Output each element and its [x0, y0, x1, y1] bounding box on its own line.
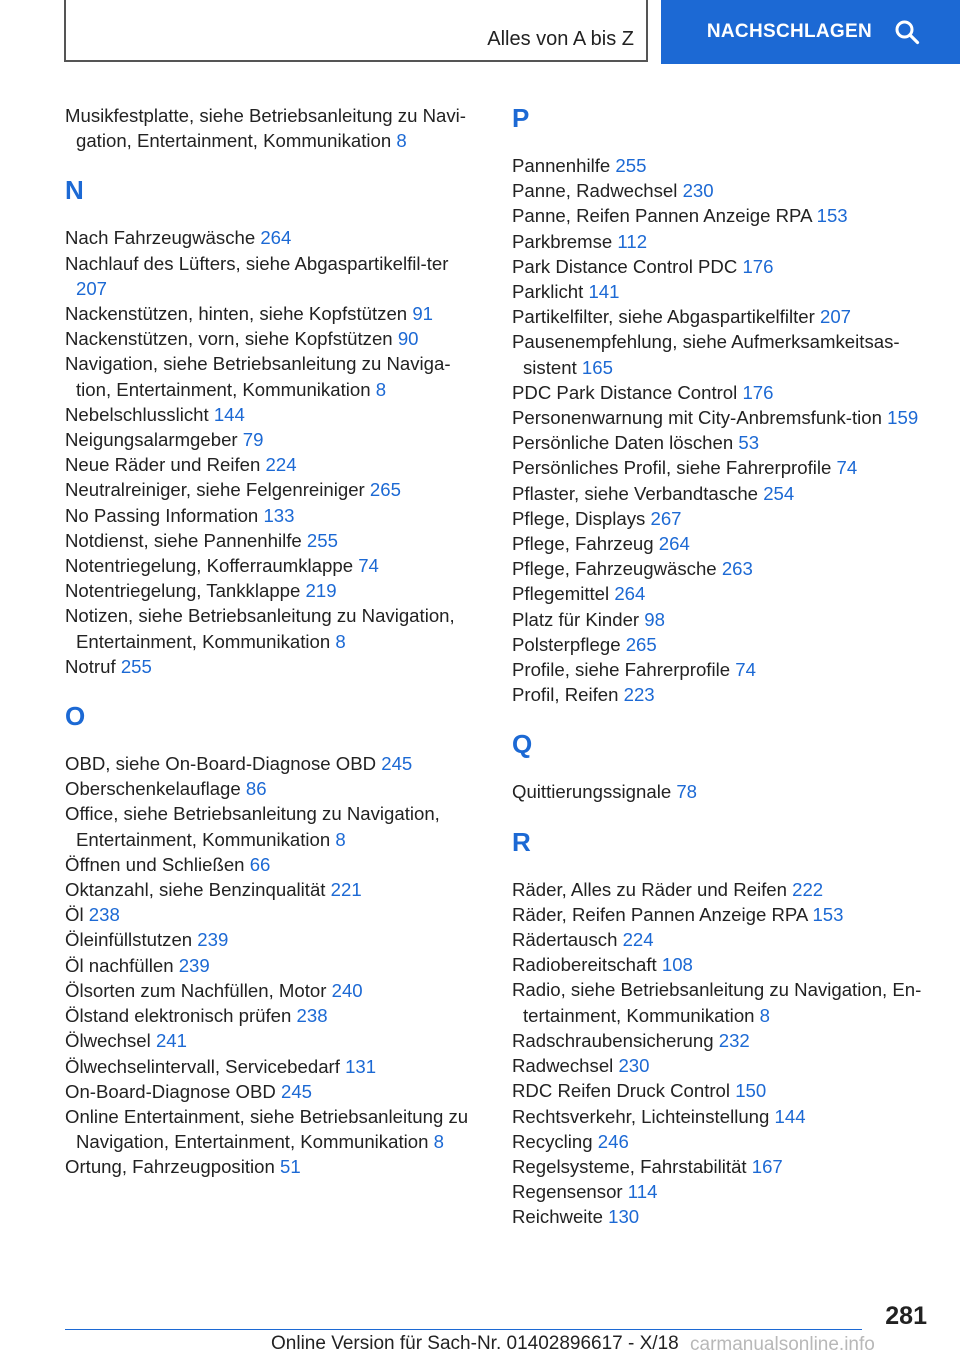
- index-entry: [65, 553, 480, 578]
- page-link[interactable]: 239: [178, 954, 210, 976]
- entry-text: Notizen, siehe Betriebsanleitung zu Navigation, Entertainment, Kommunikation: [65, 605, 455, 652]
- entry-text: Radschraubensicherung: [512, 1029, 719, 1051]
- page-link[interactable]: 265: [369, 479, 401, 501]
- entry-text: Öffnen und Schließen: [65, 853, 250, 875]
- index-entry: [512, 657, 932, 682]
- page-link[interactable]: 221: [330, 879, 362, 901]
- index-entry: [65, 503, 480, 528]
- page-link[interactable]: 159: [887, 407, 919, 429]
- page-link[interactable]: 232: [718, 1029, 750, 1051]
- entry-text: Navigation, siehe Betriebsanleitung zu Naviga-tion, Entertainment, Kommunikation: [65, 353, 451, 400]
- index-entry: [65, 225, 480, 250]
- entry-text: Ortung, Fahrzeugposition: [65, 1156, 280, 1178]
- search-icon[interactable]: [894, 19, 920, 45]
- index-entry: [512, 1053, 932, 1078]
- page-link[interactable]: 223: [623, 684, 655, 706]
- entry-text: Nebelschlusslicht: [65, 403, 214, 425]
- entry-text: Räder, Reifen Pannen Anzeige RPA: [512, 903, 813, 925]
- entry-text: Parkbremse: [512, 230, 618, 252]
- entry-text: RDC Reifen Druck Control: [512, 1080, 736, 1102]
- index-entry: [65, 953, 480, 978]
- page-link[interactable]: 263: [721, 558, 753, 580]
- entry-text: Pflege, Fahrzeug: [512, 533, 659, 555]
- page-link[interactable]: 254: [763, 482, 795, 504]
- page-link[interactable]: 255: [120, 655, 152, 677]
- entry-text: Panne, Reifen Pannen Anzeige RPA: [512, 205, 817, 227]
- index-entry: [65, 902, 480, 927]
- index-column-right: [512, 103, 932, 1230]
- section-letter: P: [512, 103, 530, 133]
- index-entry: [65, 351, 480, 401]
- page-link[interactable]: 153: [812, 903, 844, 925]
- entry-text: Quittierungssignale: [512, 781, 677, 803]
- page-link[interactable]: 114: [627, 1181, 658, 1203]
- page-link[interactable]: 144: [213, 403, 245, 425]
- watermark: carmanualsonline.info: [690, 1334, 875, 1355]
- entry-text: Öleinfüllstutzen: [65, 929, 198, 951]
- page-link[interactable]: 8: [335, 828, 346, 850]
- index-entry: [65, 326, 480, 351]
- page-link[interactable]: 141: [588, 281, 620, 303]
- page-link[interactable]: 267: [650, 507, 682, 529]
- entry-text: Pflege, Fahrzeugwäsche: [512, 558, 722, 580]
- entry-text: Oktanzahl, siehe Benzinqualität: [65, 879, 331, 901]
- index-entry: [65, 251, 480, 301]
- page-link[interactable]: 224: [265, 454, 297, 476]
- index-entry: [512, 877, 932, 902]
- entry-text: Rädertausch: [512, 929, 623, 951]
- entry-text: Neigungsalarmgeber: [65, 429, 243, 451]
- page-link[interactable]: 207: [76, 277, 108, 299]
- entry-text: Notentriegelung, Kofferraumklappe: [65, 555, 359, 577]
- entry-text: Neue Räder und Reifen: [65, 454, 266, 476]
- index-entry: [512, 153, 932, 178]
- entry-text: Parklicht: [512, 281, 589, 303]
- page-link[interactable]: 230: [618, 1055, 650, 1077]
- page-link[interactable]: 74: [836, 457, 858, 479]
- section-letter: R: [512, 826, 531, 857]
- entry-text: Nackenstützen, hinten, siehe Kopfstützen: [65, 303, 413, 325]
- page-link[interactable]: 176: [742, 381, 774, 403]
- entry-text: Partikelfilter, siehe Abgaspartikelfilter: [512, 306, 820, 328]
- online-version-note: Online Version für Sach-Nr. 01402896617 - X/18: [271, 1333, 679, 1354]
- index-entry: [65, 1154, 480, 1179]
- page-link[interactable]: 8: [335, 630, 346, 652]
- entry-text: Pflaster, siehe Verbandtasche: [512, 482, 764, 504]
- page-link[interactable]: 245: [381, 753, 413, 775]
- section-letter: Q: [512, 729, 533, 760]
- index-entry: [65, 1104, 480, 1154]
- index-entry: [65, 776, 480, 801]
- page-link[interactable]: 246: [597, 1130, 629, 1152]
- index-entry: [512, 682, 932, 707]
- page-link[interactable]: 8: [375, 378, 387, 400]
- index-entry: [512, 779, 932, 804]
- page-link[interactable]: 131: [345, 1055, 377, 1077]
- page-link[interactable]: 238: [296, 1005, 328, 1027]
- page-number: 281: [885, 1302, 927, 1330]
- index-entry: [512, 607, 932, 632]
- entry-text: Ölwechselintervall, Servicebedarf: [65, 1055, 346, 1077]
- page-link[interactable]: 74: [358, 555, 379, 577]
- page-link[interactable]: 90: [397, 328, 419, 350]
- entry-text: Ölstand elektronisch prüfen: [65, 1005, 297, 1027]
- entry-text: Panne, Radwechsel: [512, 180, 683, 202]
- index-entry: [65, 1028, 480, 1053]
- page-link[interactable]: 51: [279, 1156, 301, 1178]
- index-entry: [65, 301, 480, 326]
- index-entry: [65, 103, 480, 153]
- entry-text: Pannenhilfe: [512, 155, 616, 176]
- index-entry: [512, 581, 932, 606]
- page-link[interactable]: 133: [263, 504, 295, 526]
- index-entry: [512, 329, 932, 379]
- page-link[interactable]: 165: [581, 356, 613, 378]
- index-column-left: [65, 103, 480, 1180]
- page-link[interactable]: 78: [676, 781, 698, 803]
- entry-text: Rechtsverkehr, Lichteinstellung: [512, 1105, 775, 1127]
- entry-text: Profile, siehe Fahrerprofile: [512, 659, 736, 681]
- index-entry: [65, 654, 480, 679]
- entry-text: Polsterpflege: [512, 633, 626, 655]
- index-entry: [65, 978, 480, 1003]
- index-entry: [65, 1079, 480, 1104]
- index-entry: [512, 1104, 932, 1129]
- entry-text: Notentriegelung, Tankklappe: [65, 580, 306, 602]
- page-link[interactable]: 264: [260, 227, 292, 249]
- page-link[interactable]: 245: [281, 1080, 313, 1102]
- entry-text: Radwechsel: [512, 1055, 619, 1077]
- index-entry: [512, 178, 932, 203]
- entry-text: No Passing Information: [65, 504, 264, 526]
- header-title-box: [64, 0, 648, 62]
- index-entry: [65, 1054, 480, 1079]
- entry-text: Ölsorten zum Nachfüllen, Motor: [65, 979, 332, 1001]
- index-entry: [512, 229, 932, 254]
- entry-text: Radio, siehe Betriebsanleitung zu Navigation, En-tertainment, Kommunikation: [512, 979, 922, 1026]
- page-link[interactable]: 150: [735, 1080, 767, 1102]
- index-entry: [512, 455, 932, 480]
- page-link[interactable]: 239: [197, 929, 229, 951]
- entry-text: Recycling: [512, 1130, 598, 1152]
- entry-text: Musikfestplatte, siehe Betriebsanleitung zu Navi-gation, Entertainment, Kommunikation: [65, 105, 467, 152]
- index-entry: [512, 531, 932, 556]
- entry-text: Persönliches Profil, siehe Fahrerprofile: [512, 457, 837, 479]
- page-link[interactable]: 241: [155, 1030, 187, 1052]
- entry-text: Profil, Reifen: [512, 684, 624, 706]
- entry-text: Räder, Alles zu Räder und Reifen: [512, 878, 793, 900]
- page-link[interactable]: 265: [625, 633, 657, 655]
- page-link[interactable]: 222: [792, 878, 824, 900]
- page-link[interactable]: 219: [305, 580, 337, 602]
- page-link[interactable]: 91: [412, 303, 433, 325]
- entry-text: Radiobereitschaft: [512, 954, 662, 976]
- page-link[interactable]: 230: [682, 180, 714, 202]
- entry-text: Pflege, Displays: [512, 507, 651, 529]
- entry-text: Öl nachfüllen: [65, 954, 179, 976]
- index-entry: [512, 952, 932, 977]
- entry-text: Persönliche Daten löschen: [512, 432, 739, 454]
- entry-text: OBD, siehe On-Board-Diagnose OBD: [65, 753, 382, 775]
- page-link[interactable]: 144: [774, 1105, 806, 1127]
- index-entry: [512, 902, 932, 927]
- index-entry: [65, 402, 480, 427]
- page-link[interactable]: 240: [331, 979, 363, 1001]
- index-entry: [512, 203, 932, 228]
- page-section-title: Alles von A bis Z: [487, 28, 634, 50]
- page-link[interactable]: 207: [819, 306, 852, 328]
- index-entry: [65, 477, 480, 502]
- entry-text: Nackenstützen, vorn, siehe Kopfstützen: [65, 328, 398, 350]
- entry-text: Online Entertainment, siehe Betriebsanleitung zu Navigation, Entertainment, Kommunikation: [65, 1105, 469, 1153]
- index-entry: [65, 427, 480, 452]
- page-link[interactable]: 8: [433, 1131, 444, 1153]
- index-entry: [512, 304, 932, 329]
- entry-text: Oberschenkelauflage: [65, 778, 246, 800]
- entry-text: Nach Fahrzeugwäsche: [65, 227, 261, 249]
- index-entry: [512, 380, 932, 405]
- entry-text: Park Distance Control PDC: [512, 255, 743, 277]
- index-entry: [65, 751, 480, 776]
- page-link[interactable]: 86: [245, 778, 267, 800]
- page-link[interactable]: 8: [396, 130, 407, 152]
- index-entry: [65, 452, 480, 477]
- entry-text: Regensensor: [512, 1181, 628, 1203]
- entry-text: Regelsysteme, Fahrstabilität: [512, 1155, 752, 1177]
- index-entry: [512, 977, 932, 1027]
- index-entry: [512, 430, 932, 455]
- index-entry: [65, 927, 480, 952]
- entry-text: Nachlauf des Lüfters, siehe Abgaspartikelfil-ter: [65, 252, 449, 274]
- index-entry: [512, 506, 932, 531]
- nachschlagen-tab[interactable]: [661, 0, 960, 64]
- page-link[interactable]: 176: [742, 255, 774, 277]
- page-link[interactable]: 108: [661, 954, 693, 976]
- entry-text: Ölwechsel: [65, 1030, 156, 1052]
- index-entry: [512, 481, 932, 506]
- index-entry: [65, 578, 480, 603]
- index-entry: [65, 603, 480, 653]
- index-entry: [512, 254, 932, 279]
- index-entry: [512, 1179, 932, 1204]
- index-entry: [512, 927, 932, 952]
- index-entry: [512, 1028, 932, 1053]
- page-link[interactable]: 224: [622, 929, 654, 951]
- index-entry: [512, 1154, 932, 1179]
- section-letter: O: [65, 701, 86, 732]
- section-letter: N: [65, 175, 84, 206]
- entry-text: Personenwarnung mit City-Anbremsfunk-tion: [512, 407, 888, 429]
- page-link[interactable]: 53: [738, 432, 760, 454]
- entry-text: Neutralreiniger, siehe Felgenreiniger: [65, 479, 370, 501]
- index-entry: [65, 801, 480, 851]
- page-link[interactable]: 66: [249, 853, 271, 875]
- page-link[interactable]: 167: [751, 1155, 783, 1177]
- page-link[interactable]: 112: [617, 230, 648, 252]
- entry-text: Öl: [65, 904, 89, 926]
- page-link[interactable]: 153: [816, 205, 848, 227]
- index-entry: [65, 528, 480, 553]
- index-entry: [512, 1078, 932, 1103]
- index-entry: [512, 405, 932, 430]
- entry-text: Notdienst, siehe Pannenhilfe: [65, 529, 307, 551]
- index-entry: [512, 632, 932, 657]
- footer-divider: [65, 1329, 862, 1330]
- entry-text: Office, siehe Betriebsanleitung zu Navigation, Entertainment, Kommunikation: [65, 803, 440, 850]
- index-entry: [512, 1204, 932, 1229]
- entry-text: Notruf: [65, 655, 121, 677]
- index-entry: [65, 1003, 480, 1028]
- entry-text: Reichweite: [512, 1206, 609, 1228]
- index-entry: [512, 279, 932, 304]
- page-link[interactable]: 238: [88, 904, 120, 926]
- tab-label: NACHSCHLAGEN: [706, 21, 872, 42]
- entry-text: Pausenempfehlung, siehe Aufmerksamkeitsas-sistent: [512, 331, 900, 378]
- index-entry: [512, 556, 932, 581]
- page-link[interactable]: 8: [759, 1004, 771, 1026]
- page-link[interactable]: 79: [242, 429, 264, 451]
- index-entry: [512, 1129, 932, 1154]
- page-link[interactable]: 98: [644, 608, 665, 630]
- page-link[interactable]: 264: [614, 583, 646, 605]
- entry-text: PDC Park Distance Control: [512, 381, 743, 403]
- entry-text: On-Board-Diagnose OBD: [65, 1080, 281, 1102]
- page-link[interactable]: 130: [608, 1206, 640, 1228]
- index-entry: [65, 877, 480, 902]
- page-link[interactable]: 74: [735, 659, 756, 681]
- page-link[interactable]: 264: [658, 533, 690, 555]
- page-link[interactable]: 255: [615, 155, 647, 176]
- page-link[interactable]: 255: [306, 529, 338, 551]
- entry-text: Platz für Kinder: [512, 608, 645, 630]
- index-entry: [65, 852, 480, 877]
- entry-text: Pflegemittel: [512, 583, 615, 605]
